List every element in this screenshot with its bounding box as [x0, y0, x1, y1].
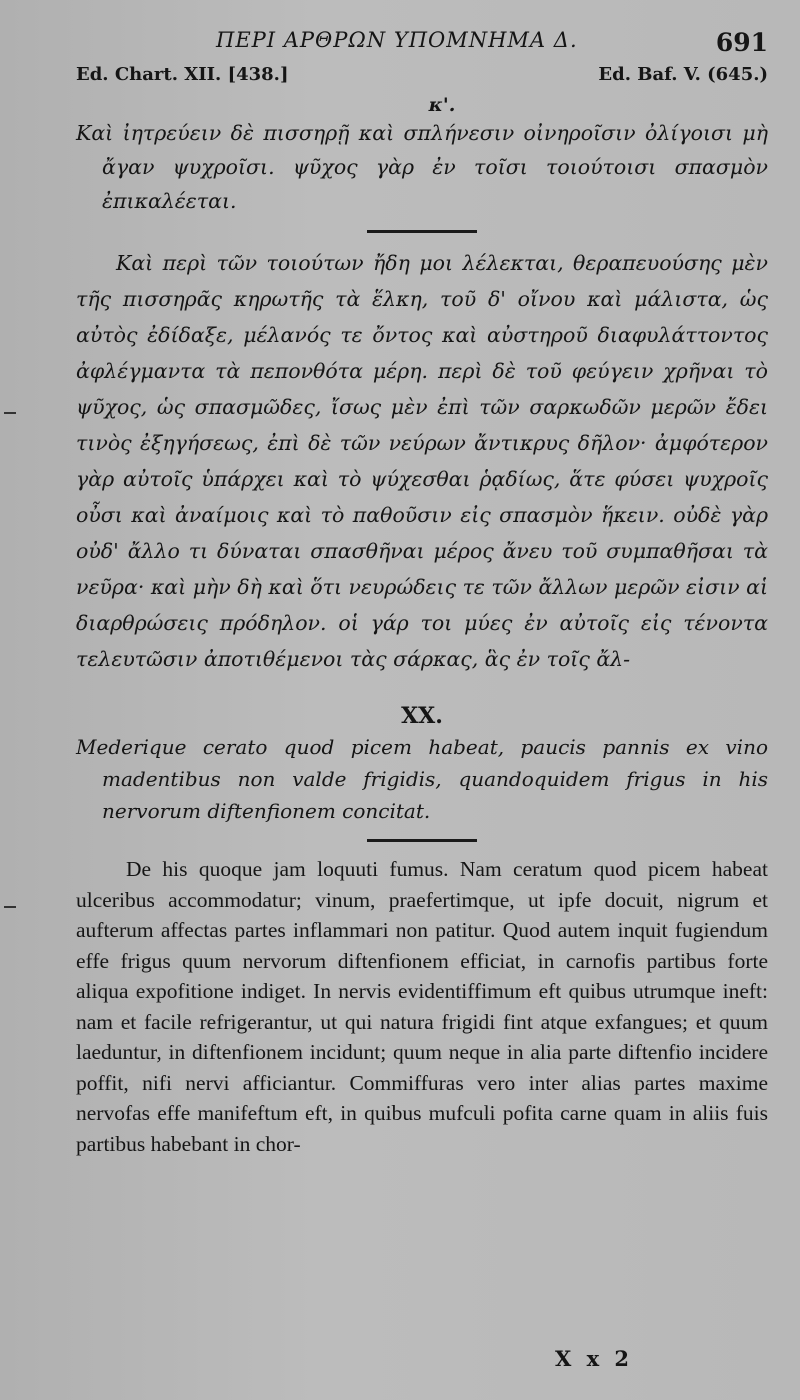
margin-mark — [4, 906, 16, 908]
latin-lemma: Mederique cerato quod picem habeat, paucis pannis ex vino madentibus non valde frigidis, quandoquidem frigus in his nervorum diftenfionem concitat. — [76, 735, 768, 823]
greek-section-number: κ'. — [428, 94, 456, 116]
edition-references — [76, 64, 768, 94]
edition-chartier-reference: Ed. Chart. XII. [438.] — [76, 64, 289, 85]
margin-mark — [4, 412, 16, 414]
page-number: 691 — [715, 28, 768, 57]
edition-basel-reference: Ed. Baf. V. (645.) — [598, 64, 768, 85]
separator-rule — [367, 839, 477, 842]
greek-lemma: Καὶ ἰητρεύειν δὲ πισσηρῇ καὶ σπλήνεσιν οἰνηροῖσιν ὀλίγοισι μὴ ἄγαν ψυχροῖσι. ψῦχος γὰρ ἐν τοῖσι τοιούτοισι σπασμὸν ἐπικαλέεται. — [76, 121, 768, 213]
separator-rule — [367, 230, 477, 233]
running-head — [76, 28, 768, 64]
signature-mark: X x 2 — [555, 1346, 634, 1371]
running-title: ΠΕΡΙ ΑΡΘΡΩΝ ΥΠΟΜΝΗΜΑ Δ. — [216, 28, 578, 52]
greek-commentary: Καὶ περὶ τῶν τοιούτων ἤδη μοι λέλεκται, θεραπευούσης μὲν τῆς πισσηρᾶς κηρωτῆς τὰ ἕλκη, τοῦ δ' οἴνου καὶ μάλιστα, ὡς αὐτὸς ἐδίδαξε, μέλανός τε ὄντος καὶ αὐστηροῦ διαφυλάττοντος ἀφλέγμαντα τὰ πεπονθότα μέρη. περὶ δὲ τοῦ φεύγειν χρῆναι τὸ ψῦχος, ὡς σπασμῶδες, ἴσως μὲν ἐπὶ τῶν σαρκωδῶν μερῶν ἔδει τινὸς ἐξηγήσεως, ἐπὶ δὲ τῶν νεύρων ἄντικρυς δῆλον· ἀμφότερον γὰρ αὐτοῖς ὑπάρχει καὶ τὸ ψύχεσθαι ῥᾳδίως, ἅτε φύσει ψυχροῖς οὖσι καὶ ἀναίμοις καὶ τὸ παθοῦσιν εἰς σπασμὸν ἥκειν. οὐδὲ γὰρ οὐδ' ἄλλο τι δύναται σπασθῆναι μέρος ἄνευ τοῦ συμπαθῆσαι τὰ νεῦρα· καὶ μὴν δὴ καὶ ὅτι νευρώδεις τε τῶν ἄλλων μερῶν εἰσιν αἱ διαρθρώσεις πρόδηλον. οἱ γάρ τοι μύες ἐν αὐτοῖς εἰς τένοντα τελευτῶσιν ἀποτιθέμενοι τὰς σάρκας, ἃς ἐν τοῖς ἄλ- — [76, 251, 768, 671]
latin-section-number: XX. — [401, 703, 443, 729]
latin-commentary: De his quoque jam loquuti fumus. Nam ceratum quod picem habeat ulceribus accommodatur; vinum, praefertimque, ut ipfe docuit, nigrum et aufterum affectas partes inflammari non patitur. Quod autem inquit fugiendum effe frigus quum nervorum diftenfionem efficiat, in carnofis partibus forte aliqua expofitione indiget. In nervis evidentiffimum eft quibus utrumque ineft: nam et facile refrigerantur, ut qui natura frigidi fint atque exfangues; et quum laeduntur, in diftenfionem incidunt; quum neque in alia parte diftenfio incidere poffit, nifi nervi afficiantur. Commiffuras vero inter alias partes maxime nervofas effe manifeftum eft, in quibus mufculi pofita carne quam in aliis fuis partibus habebant in chor- — [76, 857, 768, 1156]
